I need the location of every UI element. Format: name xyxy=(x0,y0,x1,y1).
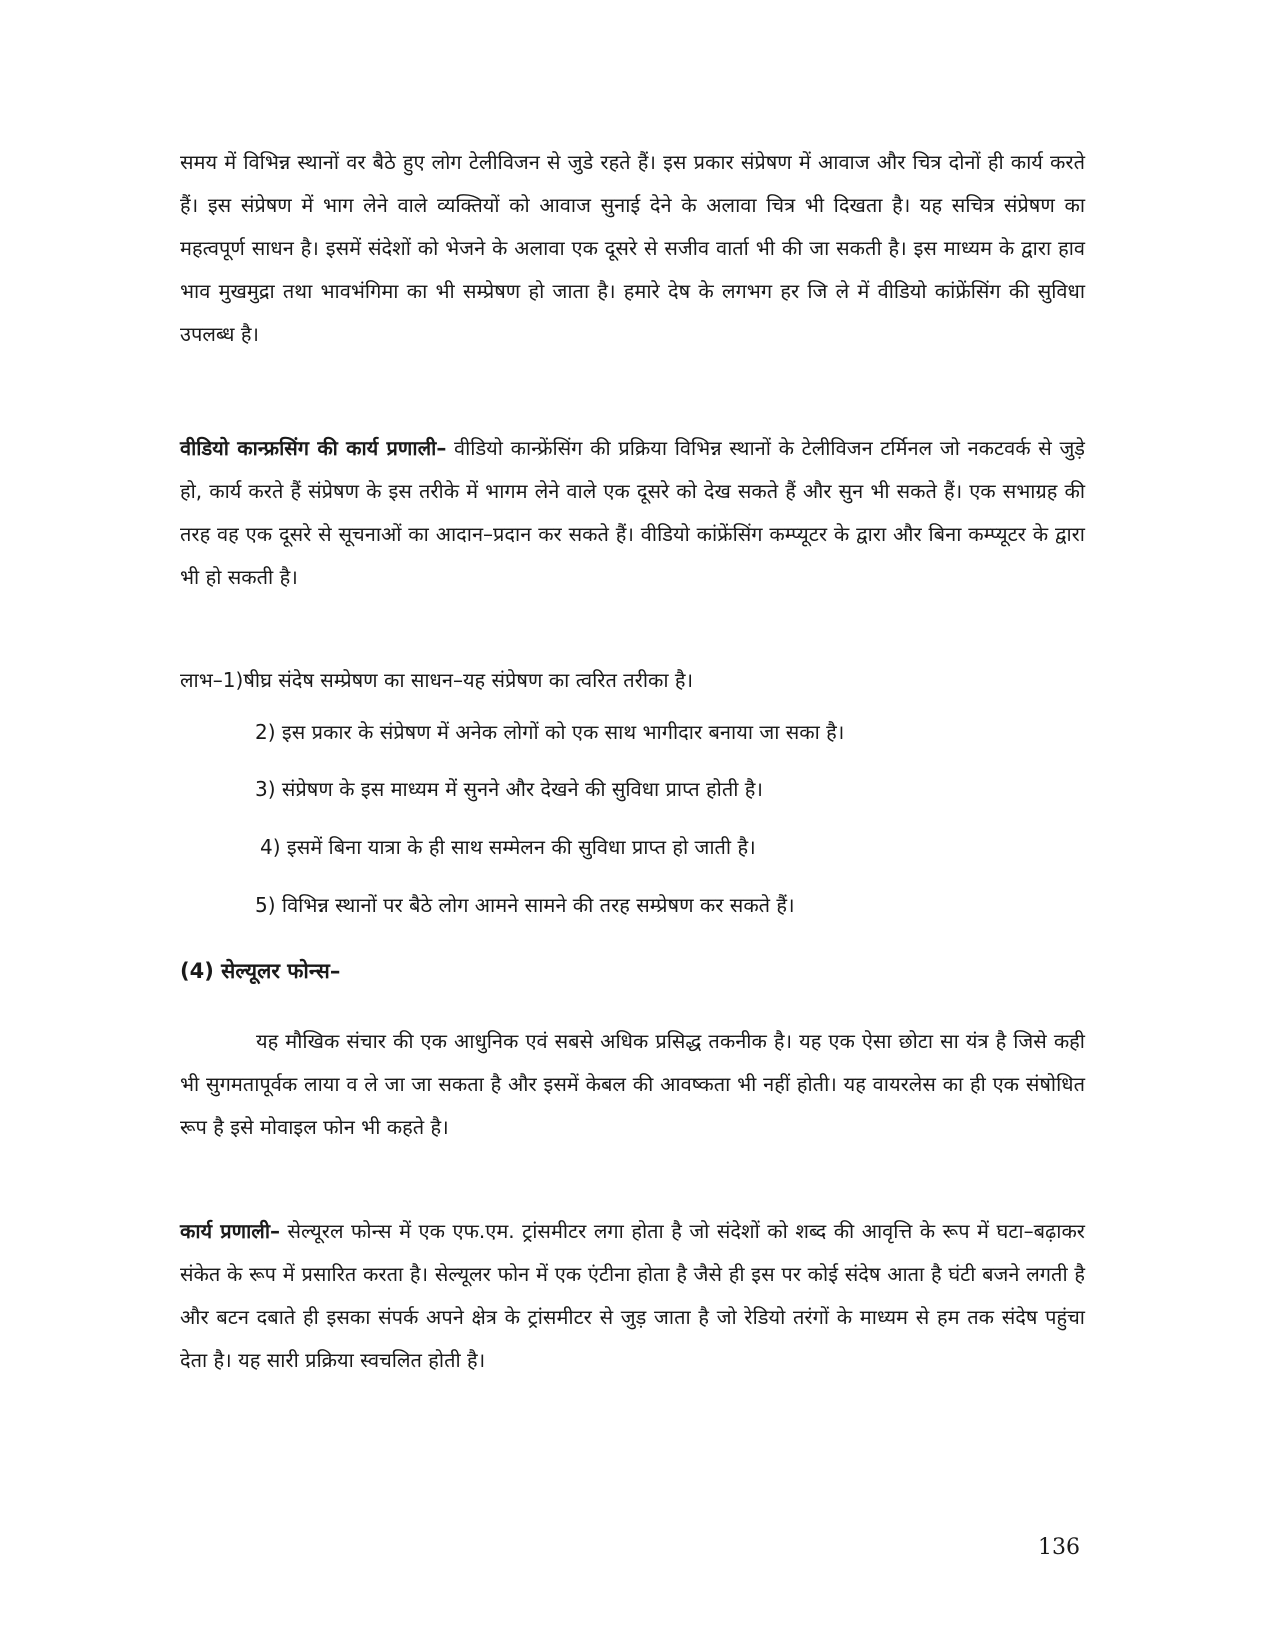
paragraph-lead-cellular-working: कार्य प्रणाली– xyxy=(180,1219,281,1243)
benefit-item-5: 5) विभिन्न स्थानों पर बैठे लोग आमने सामने की तरह सम्प्रेषण कर सकते हैं। xyxy=(255,893,795,917)
paragraph-body-working-system: वीडियो कान्फ्रेंसिंग की प्रक्रिया विभिन्न स्थानों के टेलीविजन टर्मिनल जो नकटवर्क से जुड़े हो, कार्य करते हैं संप्रेषण के इस तरीके में भागम लेने वाले एक दूसरे को देख सकते हैं और सुन भी सकते हैं। एक सभाग्रह की तरह वह एक दूसरे से सूचनाओं का आदान–प्रदान कर सकते हैं। वीडियो कांफ्रेंसिंग कम्प्यूटर के द्वारा और बिना कम्प्यूटर के द्वारा भी हो सकती है। xyxy=(180,436,1085,589)
page-number: 136 xyxy=(1038,1535,1080,1560)
paragraph-cellular-intro: यह मौखिक संचार की एक आधुनिक एवं सबसे अधिक प्रसिद्ध तकनीक है। यह एक ऐसा छोटा सा यंत्र है जिसे कही भी सुगमतापूर्वक लाया व ले जा जा सकता है और इसमें केबल की आवष्कता भी नहीं होती। यह वायरलेस का ही एक संषोधित रूप है इसे मोवाइल फोन भी कहते है। xyxy=(180,1029,1085,1139)
benefit-item-3: 3) संप्रेषण के इस माध्यम में सुनने और देखने की सुविधा प्राप्त होती है। xyxy=(255,777,763,801)
paragraph-video-conferencing-intro: समय में विभिन्न स्थानों वर बैठे हुए लोग टेलीविजन से जुडे रहते हैं। इस प्रकार संप्रेषण में आवाज और चित्र दोनों ही कार्य करते हैं। इस संप्रेषण में भाग लेने वाले व्यक्तियों को आवाज सुनाई देने के अलावा चित्र भी दिखता है। यह सचित्र संप्रेषण का महत्वपूर्ण साधन है। इसमें संदेशों को भेजने के अलावा एक दूसरे से सजीव वार्ता भी की जा सकती है। इस माध्यम के द्वारा हाव भाव मुखमुद्रा तथा भावभंगिमा का भी सम्प्रेषण हो जाता है। हमारे देष के लगभग हर जि ले में वीडियो कांफ्रेंसिंग की सुविधा उपलब्ध है। xyxy=(180,150,1085,346)
benefit-item-4: 4) इसमें बिना यात्रा के ही साथ सम्मेलन की सुविधा प्राप्त हो जाती है। xyxy=(260,835,756,859)
benefit-item-1: लाभ–1)षीघ्र संदेष सम्प्रेषण का साधन–यह संप्रेषण का त्वरित तरीका है। xyxy=(180,668,694,692)
paragraph-video-conferencing-working xyxy=(180,427,1085,599)
paragraph-lead-working-system: वीडियो कान्फ्रसिंग की कार्य प्रणाली– xyxy=(180,436,447,460)
section-heading-cellular-phones: (4) सेल्यूलर फोन्स– xyxy=(180,959,341,983)
paragraph-cellular-working xyxy=(180,1210,1085,1382)
paragraph-body-cellular-working: सेल्यूरल फोन्स में एक एफ.एम. ट्रांसमीटर लगा होता है जो संदेशों को शब्द की आवृत्ति के रूप में घटा–बढ़ाकर संकेत के रूप में प्रसारित करता है। सेल्यूलर फोन में एक एंटीना होता है जैसे ही इस पर कोई संदेष आता है घंटी बजने लगती है और बटन दबाते ही इसका संपर्क अपने क्षेत्र के ट्रांसमीटर से जुड़ जाता है जो रेडियो तरंगों के माध्यम से हम तक संदेष पहुंचा देता है। यह सारी प्रक्रिया स्वचलित होती है। xyxy=(180,1219,1085,1372)
benefit-item-2: 2) इस प्रकार के संप्रेषण में अनेक लोगों को एक साथ भागीदार बनाया जा सका है। xyxy=(255,720,845,744)
